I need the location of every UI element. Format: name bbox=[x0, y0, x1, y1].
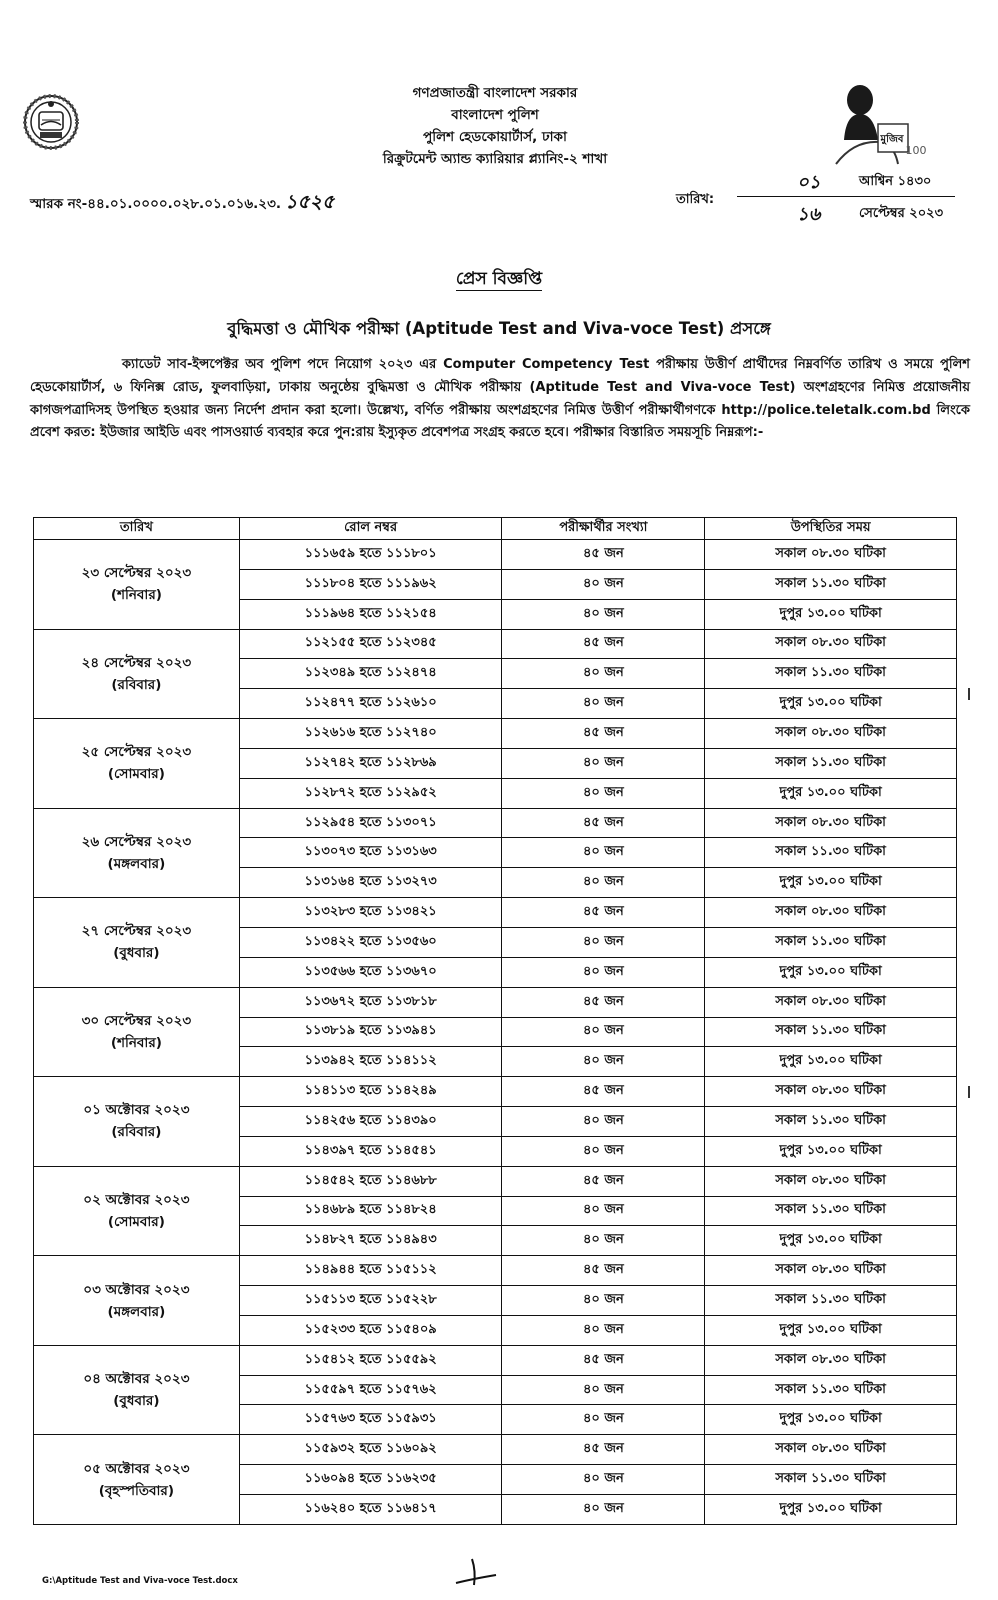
candidate-count-cell: ৪৫ জন bbox=[502, 1166, 705, 1196]
attendance-time-cell: দুপুর ১৩.০০ ঘটিকা bbox=[705, 868, 957, 898]
exam-weekday: (মঙ্গলবার) bbox=[107, 855, 166, 872]
candidate-count-cell: ৪০ জন bbox=[502, 599, 705, 629]
roll-range-cell: ১১১৯৬৪ হতে ১১২১৫৪ bbox=[239, 599, 502, 629]
attendance-time-cell: সকাল ০৮.৩০ ঘটিকা bbox=[705, 719, 957, 749]
bangla-month-year: আশ্বিন ১৪৩০ bbox=[859, 174, 932, 189]
exam-weekday: (শনিবার) bbox=[110, 1034, 162, 1051]
roll-range-cell: ১১৫৫৯৭ হতে ১১৫৭৬২ bbox=[239, 1375, 502, 1405]
candidate-count-cell: ৪০ জন bbox=[502, 1136, 705, 1166]
table-row bbox=[34, 1166, 957, 1196]
candidate-count-cell: ৪০ জন bbox=[502, 659, 705, 689]
candidate-count-cell: ৪৫ জন bbox=[502, 1077, 705, 1107]
memo-handwritten-number: ১৫২৫ bbox=[284, 191, 335, 213]
press-release-title bbox=[0, 266, 998, 294]
attendance-time-cell: দুপুর ১৩.০০ ঘটিকা bbox=[705, 1495, 957, 1525]
candidate-count-cell: ৪০ জন bbox=[502, 748, 705, 778]
roll-range-cell: ১১৩৫৬৬ হতে ১১৩৬৭০ bbox=[239, 957, 502, 987]
header-line-branch: রিক্রুটমেন্ট অ্যান্ড ক্যারিয়ার প্ল্যানিং-২ শাখা bbox=[382, 151, 608, 167]
attendance-time-cell: সকাল ০৮.৩০ ঘটিকা bbox=[705, 1345, 957, 1375]
attendance-time-cell: সকাল ০৮.৩০ ঘটিকা bbox=[705, 1256, 957, 1286]
roll-range-cell: ১১৪৫৪২ হতে ১১৪৬৮৮ bbox=[239, 1166, 502, 1196]
table-row bbox=[34, 1435, 957, 1465]
government-header bbox=[300, 82, 690, 170]
file-path-footer: G:\Aptitude Test and Viva-voce Test.docx bbox=[42, 1576, 238, 1586]
roll-range-cell: ১১২৪৭৭ হতে ১১২৬১০ bbox=[239, 689, 502, 719]
attendance-time-cell: সকাল ০৮.৩০ ঘটিকা bbox=[705, 1166, 957, 1196]
schedule-table bbox=[33, 517, 957, 1525]
candidate-count-cell: ৪০ জন bbox=[502, 927, 705, 957]
exam-weekday: (রবিবার) bbox=[111, 676, 162, 693]
exam-weekday: (বুধবার) bbox=[113, 945, 160, 962]
attendance-time-cell: সকাল ১১.৩০ ঘটিকা bbox=[705, 659, 957, 689]
roll-range-cell: ১১১৬৫৯ হতে ১১১৮০১ bbox=[239, 540, 502, 570]
attendance-time-cell: সকাল ০৮.৩০ ঘটিকা bbox=[705, 1077, 957, 1107]
attendance-time-cell: দুপুর ১৩.০০ ঘটিকা bbox=[705, 1226, 957, 1256]
roll-range-cell: ১১৬০৯৪ হতে ১১৬২৩৫ bbox=[239, 1465, 502, 1495]
roll-range-cell: ১১৩৮১৯ হতে ১১৩৯৪১ bbox=[239, 1017, 502, 1047]
attendance-time-cell: সকাল ১১.৩০ ঘটিকা bbox=[705, 1375, 957, 1405]
attendance-time-cell: সকাল ১১.৩০ ঘটিকা bbox=[705, 1286, 957, 1316]
candidate-count-cell: ৪০ জন bbox=[502, 1196, 705, 1226]
roll-range-cell: ১১৫৭৬৩ হতে ১১৫৯৩১ bbox=[239, 1405, 502, 1435]
candidate-count-cell: ৪০ জন bbox=[502, 868, 705, 898]
table-row bbox=[34, 1345, 957, 1375]
exam-weekday: (রবিবার) bbox=[111, 1124, 162, 1141]
candidate-count-cell: ৪০ জন bbox=[502, 1495, 705, 1525]
date-cell bbox=[34, 1435, 240, 1525]
roll-range-cell: ১১৫৪১২ হতে ১১৫৫৯২ bbox=[239, 1345, 502, 1375]
attendance-time-cell: সকাল ১১.৩০ ঘটিকা bbox=[705, 1107, 957, 1137]
english-date bbox=[737, 200, 957, 226]
attendance-time-cell: সকাল ০৮.৩০ ঘটিকা bbox=[705, 808, 957, 838]
candidate-count-cell: ৪৫ জন bbox=[502, 898, 705, 928]
subject-line: বুদ্ধিমত্তা ও মৌখিক পরীক্ষা (Aptitude Test and Viva-voce Test) প্রসঙ্গে bbox=[227, 319, 771, 338]
attendance-time-cell: সকাল ০৮.৩০ ঘটিকা bbox=[705, 898, 957, 928]
attendance-time-cell: সকাল ১১.৩০ ঘটিকা bbox=[705, 1196, 957, 1226]
date-cell bbox=[34, 1256, 240, 1346]
memo-number-text: স্মারক নং-৪৪.০১.০০০০.০২৮.০১.০১৬.২৩. bbox=[30, 196, 281, 212]
roll-range-cell: ১১৩২৮৩ হতে ১১৩৪২১ bbox=[239, 898, 502, 928]
attendance-time-cell: দুপুর ১৩.০০ ঘটিকা bbox=[705, 599, 957, 629]
attendance-time-cell: সকাল ১১.৩০ ঘটিকা bbox=[705, 838, 957, 868]
exam-date: ২৬ সেপ্টেম্বর ২০২৩ bbox=[81, 833, 192, 850]
attendance-time-cell: সকাল ১১.৩০ ঘটিকা bbox=[705, 1017, 957, 1047]
candidate-count-cell: ৪৫ জন bbox=[502, 1256, 705, 1286]
table-row bbox=[34, 1256, 957, 1286]
candidate-count-cell: ৪০ জন bbox=[502, 689, 705, 719]
table-row bbox=[34, 987, 957, 1017]
attendance-time-cell: দুপুর ১৩.০০ ঘটিকা bbox=[705, 1315, 957, 1345]
candidate-count-cell: ৪৫ জন bbox=[502, 987, 705, 1017]
roll-range-cell: ১১৩০৭৩ হতে ১১৩১৬৩ bbox=[239, 838, 502, 868]
memo-number bbox=[30, 188, 334, 220]
roll-range-cell: ১১৩৯৪২ হতে ১১৪১১২ bbox=[239, 1047, 502, 1077]
attendance-time-cell: দুপুর ১৩.০০ ঘটিকা bbox=[705, 1405, 957, 1435]
header-time: উপস্থিতির সময় bbox=[705, 518, 957, 540]
roll-range-cell: ১১৪১১৩ হতে ১১৪২৪৯ bbox=[239, 1077, 502, 1107]
exam-weekday: (সোমবার) bbox=[107, 766, 165, 783]
date-cell bbox=[34, 987, 240, 1077]
date-cell bbox=[34, 719, 240, 809]
attendance-time-cell: দুপুর ১৩.০০ ঘটিকা bbox=[705, 957, 957, 987]
exam-weekday: (শনিবার) bbox=[110, 587, 162, 604]
roll-range-cell: ১১৩৬৭২ হতে ১১৩৮১৮ bbox=[239, 987, 502, 1017]
exam-weekday: (সোমবার) bbox=[107, 1213, 165, 1230]
roll-range-cell: ১১৩১৬৪ হতে ১১৩২৭৩ bbox=[239, 868, 502, 898]
candidate-count-cell: ৪০ জন bbox=[502, 1315, 705, 1345]
police-emblem-icon bbox=[22, 92, 80, 152]
svg-text:মুজিব: মুজিব bbox=[880, 134, 904, 145]
roll-range-cell: ১১২৭৪২ হতে ১১২৮৬৯ bbox=[239, 748, 502, 778]
roll-range-cell: ১১১৮০৪ হতে ১১১৯৬২ bbox=[239, 569, 502, 599]
date-label: তারিখ: bbox=[676, 192, 715, 207]
table-row bbox=[34, 1077, 957, 1107]
roll-range-cell: ১১২৬১৬ হতে ১১২৭৪০ bbox=[239, 719, 502, 749]
exam-weekday: (বুধবার) bbox=[113, 1393, 160, 1410]
candidate-count-cell: ৪০ জন bbox=[502, 957, 705, 987]
table-header-row bbox=[34, 518, 957, 540]
roll-range-cell: ১১৪৬৮৯ হতে ১১৪৮২৪ bbox=[239, 1196, 502, 1226]
exam-date: ০৩ অক্টোবর ২০২৩ bbox=[83, 1281, 190, 1298]
header-line-police: বাংলাদেশ পুলিশ bbox=[451, 107, 539, 123]
exam-date: ২৩ সেপ্টেম্বর ২০২৩ bbox=[81, 565, 192, 582]
roll-range-cell: ১১২৯৫৪ হতে ১১৩০৭১ bbox=[239, 808, 502, 838]
date-cell bbox=[34, 540, 240, 630]
attendance-time-cell: সকাল ০৮.৩০ ঘটিকা bbox=[705, 629, 957, 659]
candidate-count-cell: ৪০ জন bbox=[502, 569, 705, 599]
attendance-time-cell: সকাল ১১.৩০ ঘটিকা bbox=[705, 569, 957, 599]
candidate-count-cell: ৪৫ জন bbox=[502, 719, 705, 749]
roll-range-cell: ১১৫৯৩২ হতে ১১৬০৯২ bbox=[239, 1435, 502, 1465]
roll-range-cell: ১১৪৯৪৪ হতে ১১৫১১২ bbox=[239, 1256, 502, 1286]
candidate-count-cell: ৪০ জন bbox=[502, 1047, 705, 1077]
scan-edge-mark bbox=[968, 1086, 970, 1098]
date-cell bbox=[34, 808, 240, 898]
svg-text:100: 100 bbox=[905, 144, 927, 157]
date-cell bbox=[34, 1345, 240, 1435]
candidate-count-cell: ৪৫ জন bbox=[502, 808, 705, 838]
attendance-time-cell: সকাল ১১.৩০ ঘটিকা bbox=[705, 1465, 957, 1495]
candidate-count-cell: ৪০ জন bbox=[502, 1405, 705, 1435]
exam-date: ২৭ সেপ্টেম্বর ২০২৩ bbox=[81, 923, 192, 940]
exam-date: ০২ অক্টোবর ২০২৩ bbox=[83, 1191, 190, 1208]
schedule-body bbox=[34, 540, 957, 1525]
table-row bbox=[34, 808, 957, 838]
candidate-count-cell: ৪৫ জন bbox=[502, 540, 705, 570]
candidate-count-cell: ৪০ জন bbox=[502, 1017, 705, 1047]
roll-range-cell: ১১৪৩৯৭ হতে ১১৪৫৪১ bbox=[239, 1136, 502, 1166]
press-release-title-text: প্রেস বিজ্ঞপ্তি bbox=[455, 269, 543, 289]
candidate-count-cell: ৪০ জন bbox=[502, 1107, 705, 1137]
candidate-count-cell: ৪৫ জন bbox=[502, 1435, 705, 1465]
attendance-time-cell: সকাল ১১.৩০ ঘটিকা bbox=[705, 927, 957, 957]
scan-edge-mark bbox=[968, 688, 970, 700]
roll-range-cell: ১১৫১১৩ হতে ১১৫২২৮ bbox=[239, 1286, 502, 1316]
candidate-count-cell: ৪৫ জন bbox=[502, 629, 705, 659]
date-divider bbox=[737, 196, 955, 197]
table-row bbox=[34, 540, 957, 570]
header-roll: রোল নম্বর bbox=[239, 518, 502, 540]
exam-date: ০৪ অক্টোবর ২০২৩ bbox=[83, 1371, 190, 1388]
header-line-headquarters: পুলিশ হেডকোয়ার্টার্স, ঢাকা bbox=[423, 129, 567, 145]
exam-date: ২৪ সেপ্টেম্বর ২০২৩ bbox=[81, 654, 192, 671]
attendance-time-cell: দুপুর ১৩.০০ ঘটিকা bbox=[705, 689, 957, 719]
roll-range-cell: ১১২৮৭২ হতে ১১২৯৫২ bbox=[239, 778, 502, 808]
table-row bbox=[34, 719, 957, 749]
exam-date: ০৫ অক্টোবর ২০২৩ bbox=[83, 1460, 190, 1477]
candidate-count-cell: ৪০ জন bbox=[502, 778, 705, 808]
roll-range-cell: ১১২৩৪৯ হতে ১১২৪৭৪ bbox=[239, 659, 502, 689]
roll-range-cell: ১১৩৪২২ হতে ১১৩৫৬০ bbox=[239, 927, 502, 957]
attendance-time-cell: সকাল ০৮.৩০ ঘটিকা bbox=[705, 540, 957, 570]
candidate-count-cell: ৪০ জন bbox=[502, 1465, 705, 1495]
exam-date: ০১ অক্টোবর ২০২৩ bbox=[83, 1102, 190, 1119]
date-cell bbox=[34, 1166, 240, 1256]
candidate-count-cell: ৪০ জন bbox=[502, 838, 705, 868]
english-day: ১৬ bbox=[797, 204, 821, 225]
roll-range-cell: ১১২১৫৫ হতে ১১২৩৪৫ bbox=[239, 629, 502, 659]
date-cell bbox=[34, 1077, 240, 1167]
date-cell bbox=[34, 898, 240, 988]
table-row bbox=[34, 629, 957, 659]
handwritten-mark bbox=[452, 1555, 502, 1589]
candidate-count-cell: ৪০ জন bbox=[502, 1375, 705, 1405]
exam-date: ৩০ সেপ্টেম্বর ২০২৩ bbox=[81, 1012, 192, 1029]
attendance-time-cell: সকাল ০৮.৩০ ঘটিকা bbox=[705, 987, 957, 1017]
mujib-100-portrait-icon bbox=[834, 80, 930, 166]
english-month-year: সেপ্টেম্বর ২০২৩ bbox=[859, 206, 944, 221]
candidate-count-cell: ৪৫ জন bbox=[502, 1345, 705, 1375]
attendance-time-cell: সকাল ০৮.৩০ ঘটিকা bbox=[705, 1435, 957, 1465]
bangla-day: ০১ bbox=[797, 172, 821, 193]
attendance-time-cell: সকাল ১১.৩০ ঘটিকা bbox=[705, 748, 957, 778]
header-line-government: গণপ্রজাতন্ত্রী বাংলাদেশ সরকার bbox=[412, 85, 578, 101]
roll-range-cell: ১১৫২৩৩ হতে ১১৫৪০৯ bbox=[239, 1315, 502, 1345]
roll-range-cell: ১১৪২৫৬ হতে ১১৪৩৯০ bbox=[239, 1107, 502, 1137]
candidate-count-cell: ৪০ জন bbox=[502, 1226, 705, 1256]
exam-weekday: (মঙ্গলবার) bbox=[107, 1303, 166, 1320]
candidate-count-cell: ৪০ জন bbox=[502, 1286, 705, 1316]
table-row bbox=[34, 898, 957, 928]
attendance-time-cell: দুপুর ১৩.০০ ঘটিকা bbox=[705, 1136, 957, 1166]
roll-range-cell: ১১৪৮২৭ হতে ১১৪৯৪৩ bbox=[239, 1226, 502, 1256]
header-date: তারিখ bbox=[34, 518, 240, 540]
header-count: পরীক্ষার্থীর সংখ্যা bbox=[502, 518, 705, 540]
body-paragraph: ক্যাডেট সাব-ইন্সপেক্টর অব পুলিশ পদে নিয়োগ ২০২৩ এর Computer Competency Test পরীক্ষায় উত্তীর্ণ প্রার্থীদের নিম্নবর্ণিত তারিখ ও সময়ে পুলিশ হেডকোয়ার্টার্স, ৬ ফিনিক্স রোড, ফুলবাড়িয়া, ঢাকায় অনুষ্ঠেয় বুদ্ধিমত্তা ও মৌখিক পরীক্ষায় (Aptitude Test and Viva-voce Test) অংশগ্রহণের নিমিত্ত প্রয়োজনীয় কাগজপত্রাদিসহ উপস্থিত হওয়ার জন্য নির্দেশ প্রদান করা হলো। উল্লেখ্য, বর্ণিত পরীক্ষায় অংশগ্রহণের নিমিত্ত উত্তীর্ণ পরীক্ষার্থীগণকে http://police.teletalk.com.bd লিংকে প্রবেশ করত: ইউজার আইডি এবং পাসওয়ার্ড ব্যবহার করে পুন:রায় ইস্যুকৃত প্রবেশপত্র সংগ্রহ করতে হবে। পরীক্ষার বিস্তারিত সময়সূচি নিম্নরূপ:- bbox=[30, 357, 970, 441]
exam-weekday: (বৃহস্পতিবার) bbox=[98, 1482, 175, 1499]
exam-date: ২৫ সেপ্টেম্বর ২০২৩ bbox=[81, 744, 192, 761]
date-cell bbox=[34, 629, 240, 719]
attendance-time-cell: দুপুর ১৩.০০ ঘটিকা bbox=[705, 1047, 957, 1077]
bangla-date bbox=[737, 168, 957, 192]
roll-range-cell: ১১৬২৪০ হতে ১১৬৪১৭ bbox=[239, 1495, 502, 1525]
attendance-time-cell: দুপুর ১৩.০০ ঘটিকা bbox=[705, 778, 957, 808]
